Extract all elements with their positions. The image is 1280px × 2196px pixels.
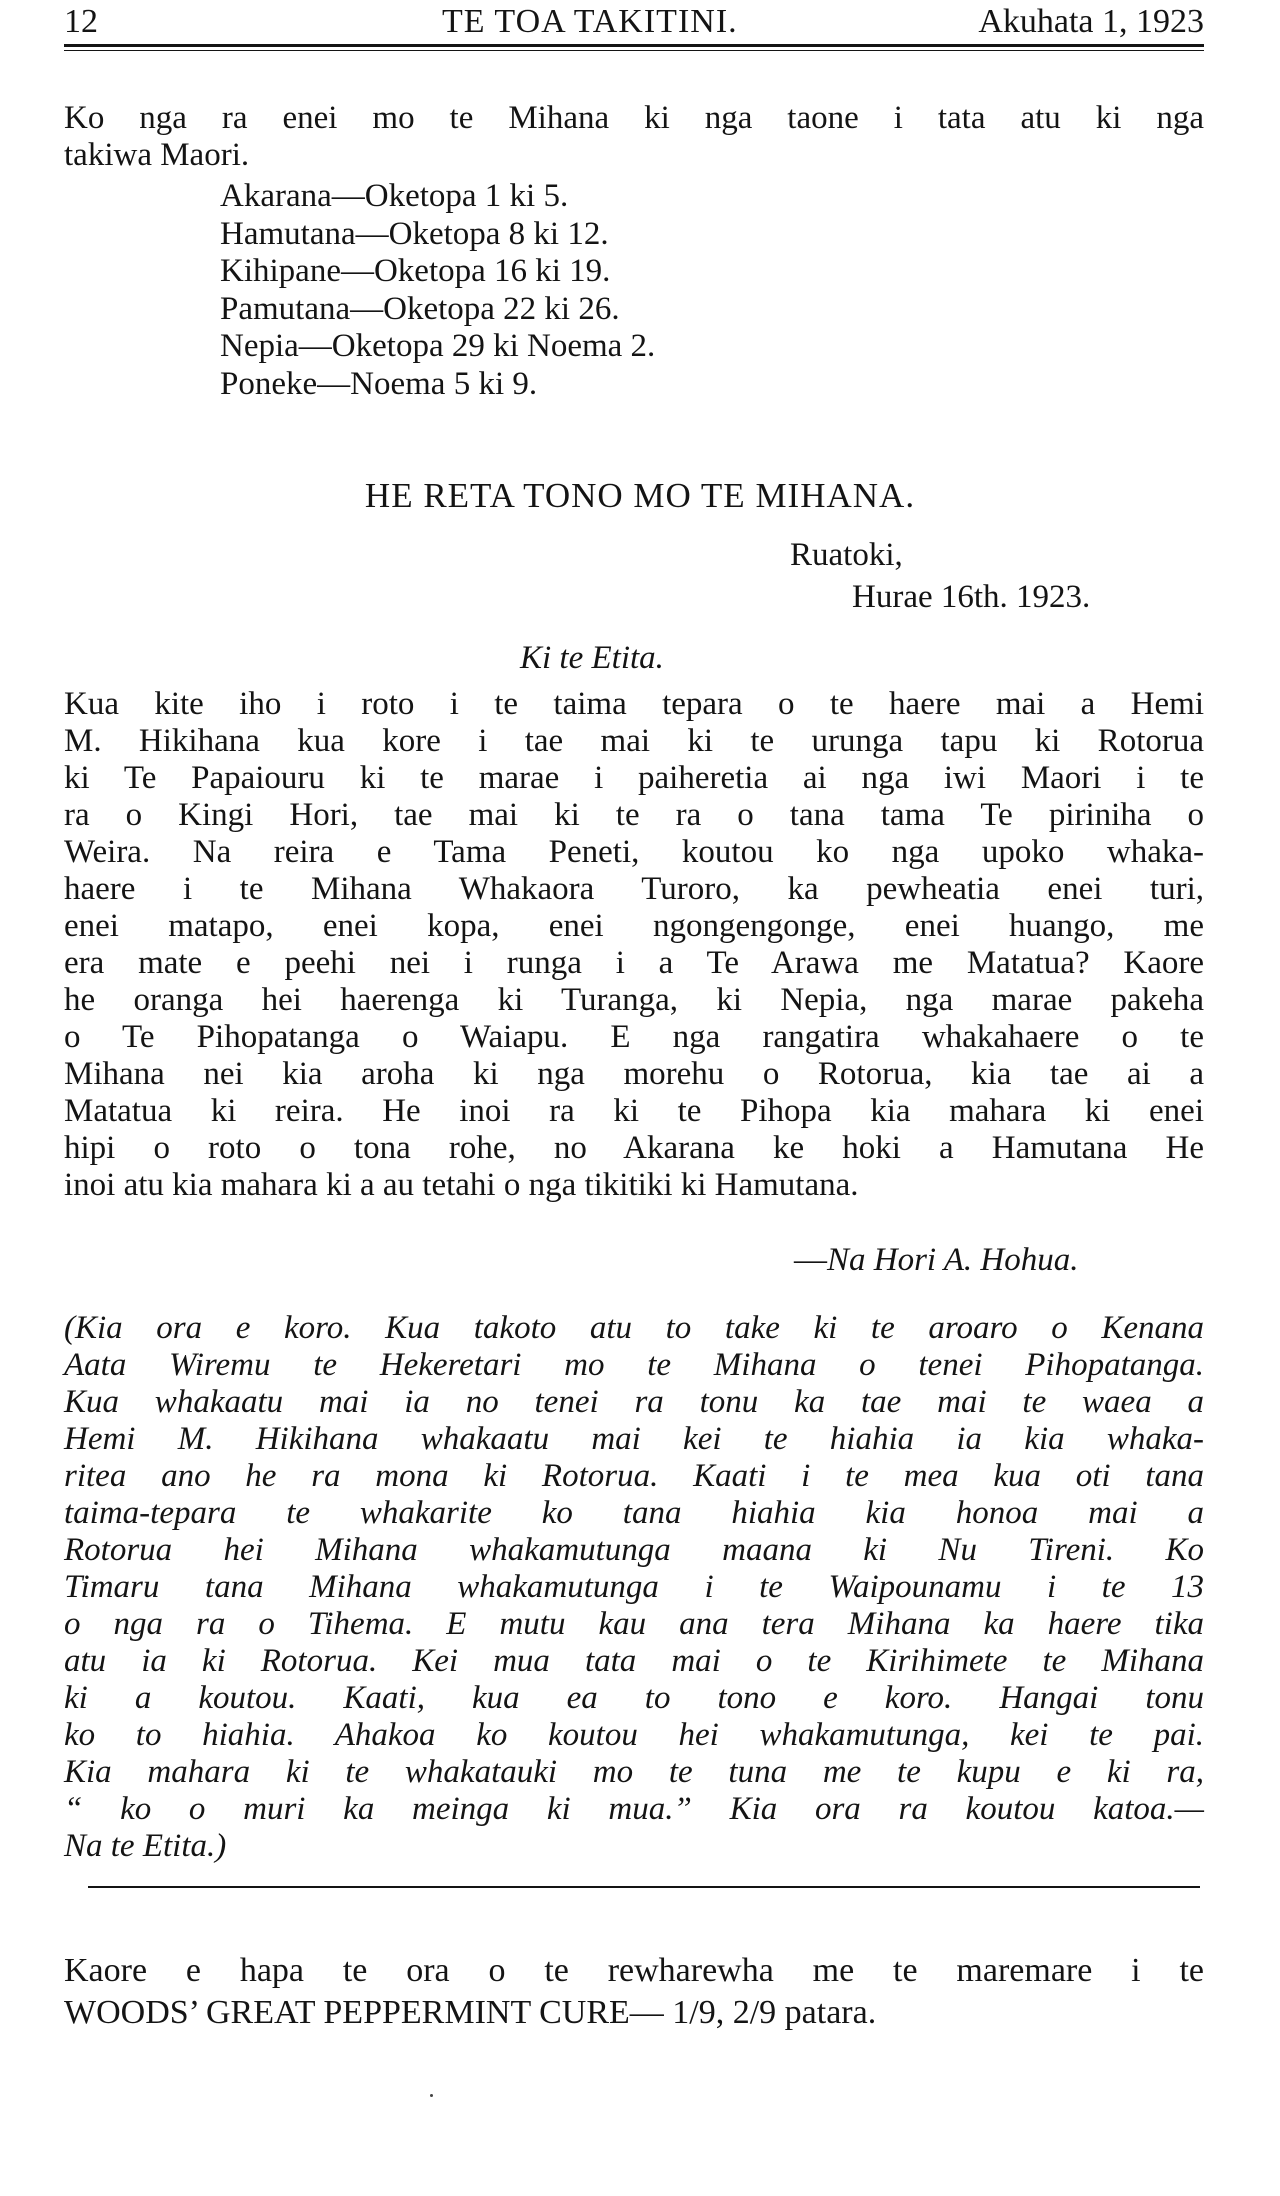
page-header (64, 2, 1204, 46)
peppermint-cure-advert (64, 1950, 1204, 2034)
print-speck (430, 2094, 433, 2097)
letter-line: Weira. Na reira e Tama Peneti, koutou ko nga upoko whaka- (64, 834, 1204, 870)
editor-line: Rotorua hei Mihana whakamutunga maana ki Nu Tireni. Ko (64, 1532, 1204, 1568)
intro-line: takiwa Maori. (64, 137, 250, 173)
letter-line: he oranga hei haerenga ki Turanga, ki Nepia, nga marae pakeha (64, 982, 1204, 1018)
editor-reply (64, 1310, 1204, 1865)
letter-line: ki Te Papaiouru ki te marae i paiheretia ai nga iwi Maori i te (64, 760, 1204, 796)
schedule-item: Kihipane—Oketopa 16 ki 19. (220, 253, 611, 289)
letter-line: ra o Kingi Hori, tae mai ki te ra o tana tama Te piriniha o (64, 797, 1204, 833)
masthead-title: TE TOA TAKITINI. (442, 3, 738, 40)
signature-name: Na Hori A. Hohua. (827, 1242, 1079, 1278)
editor-line: Aata Wiremu te Hekeretari mo te Mihana o tenei Pihopatanga. (64, 1347, 1204, 1383)
editor-line: Hemi M. Hikihana whakaatu mai kei te hiahia ia kia whaka- (64, 1421, 1204, 1457)
letter-line: Kua kite iho i roto i te taima tepara o te haere mai a Hemi (64, 686, 1204, 722)
editor-line: Kua whakaatu mai ia no tenei ra tonu ka tae mai te waea a (64, 1384, 1204, 1420)
letter-line: hipi o roto o tona rohe, no Akarana ke hoki a Hamutana He (64, 1130, 1204, 1166)
editor-line: Na te Etita.) (64, 1828, 227, 1864)
letter-signature (794, 1242, 1079, 1279)
editor-line: Kia mahara ki te whakatauki mo te tuna me te kupu e ki ra, (64, 1754, 1204, 1790)
letter-line: o Te Pihopatanga o Waiapu. E nga rangatira whakahaere o te (64, 1019, 1204, 1055)
advert-line: Kaore e hapa te ora o te rewharewha me te maremare i te (64, 1952, 1204, 1989)
letter-line: Matatua ki reira. He inoi ra ki te Pihopa kia mahara ki enei (64, 1093, 1204, 1129)
page-number: 12 (64, 3, 98, 40)
letter-place: Ruatoki, (790, 537, 903, 573)
editor-line: ko to hiahia. Ahakoa ko koutou hei whakamutunga, kei te pai. (64, 1717, 1204, 1753)
intro-line: Ko nga ra enei mo te Mihana ki nga taone i tata atu ki nga (64, 100, 1204, 136)
schedule-item: Nepia—Oketopa 29 ki Noema 2. (220, 328, 656, 364)
letter-line: Mihana nei kia aroha ki nga morehu o Rotorua, kia tae ai a (64, 1056, 1204, 1092)
editor-line: o nga ra o Tihema. E mutu kau ana tera Mihana ka haere tika (64, 1606, 1204, 1642)
letter-line: haere i te Mihana Whakaora Turoro, ka pewheatia enei turi, (64, 871, 1204, 907)
signature-dash: — (794, 1242, 827, 1278)
advert-line: WOODS’ GREAT PEPPERMINT CURE— 1/9, 2/9 patara. (64, 1994, 877, 2031)
letter-date: Hurae 16th. 1923. (852, 579, 1091, 615)
mission-intro-paragraph (64, 100, 1204, 174)
editor-line: taima-tepara te whakarite ko tana hiahia kia honoa mai a (64, 1495, 1204, 1531)
letter-heading: HE RETA TONO MO TE MIHANA. (364, 476, 916, 515)
editor-line: (Kia ora e koro. Kua takoto atu to take ki te aroaro o Kenana (64, 1310, 1204, 1346)
editor-line: “ ko o muri ka meinga ki mua.” Kia ora ra koutou katoa.— (64, 1791, 1204, 1827)
schedule-item: Hamutana—Oketopa 8 ki 12. (220, 215, 609, 252)
letter-salutation: Ki te Etita. (520, 640, 664, 676)
letter-line: era mate e peehi nei i runga i a Te Arawa me Matatua? Kaore (64, 945, 1204, 981)
letter-line: inoi atu kia mahara ki a au tetahi o nga tikitiki ki Hamutana. (64, 1167, 859, 1203)
letter-line: enei matapo, enei kopa, enei ngongengonge, enei huango, me (64, 908, 1204, 944)
editor-line: Timaru tana Mihana whakamutunga i te Waipounamu i te 13 (64, 1569, 1204, 1605)
schedule-item: Poneke—Noema 5 ki 9. (220, 365, 538, 402)
header-rule-thick (64, 44, 1204, 47)
schedule-item: Pamutana—Oketopa 22 ki 26. (220, 290, 620, 327)
section-divider (88, 1886, 1200, 1888)
issue-date: Akuhata 1, 1923 (978, 3, 1204, 40)
editor-line: ritea ano he ra mona ki Rotorua. Kaati i te mea kua oti tana (64, 1458, 1204, 1494)
mission-schedule-list (220, 178, 655, 403)
letter-line: M. Hikihana kua kore i tae mai ki te urunga tapu ki Rotorua (64, 723, 1204, 759)
header-rule-thin (64, 50, 1204, 51)
editor-line: ki a koutou. Kaati, kua ea to tono e koro. Hangai tonu (64, 1680, 1204, 1716)
editor-line: atu ia ki Rotorua. Kei mua tata mai o te Kirihimete te Mihana (64, 1643, 1204, 1679)
letter-body (64, 686, 1204, 1204)
schedule-item: Akarana—Oketopa 1 ki 5. (220, 178, 569, 214)
